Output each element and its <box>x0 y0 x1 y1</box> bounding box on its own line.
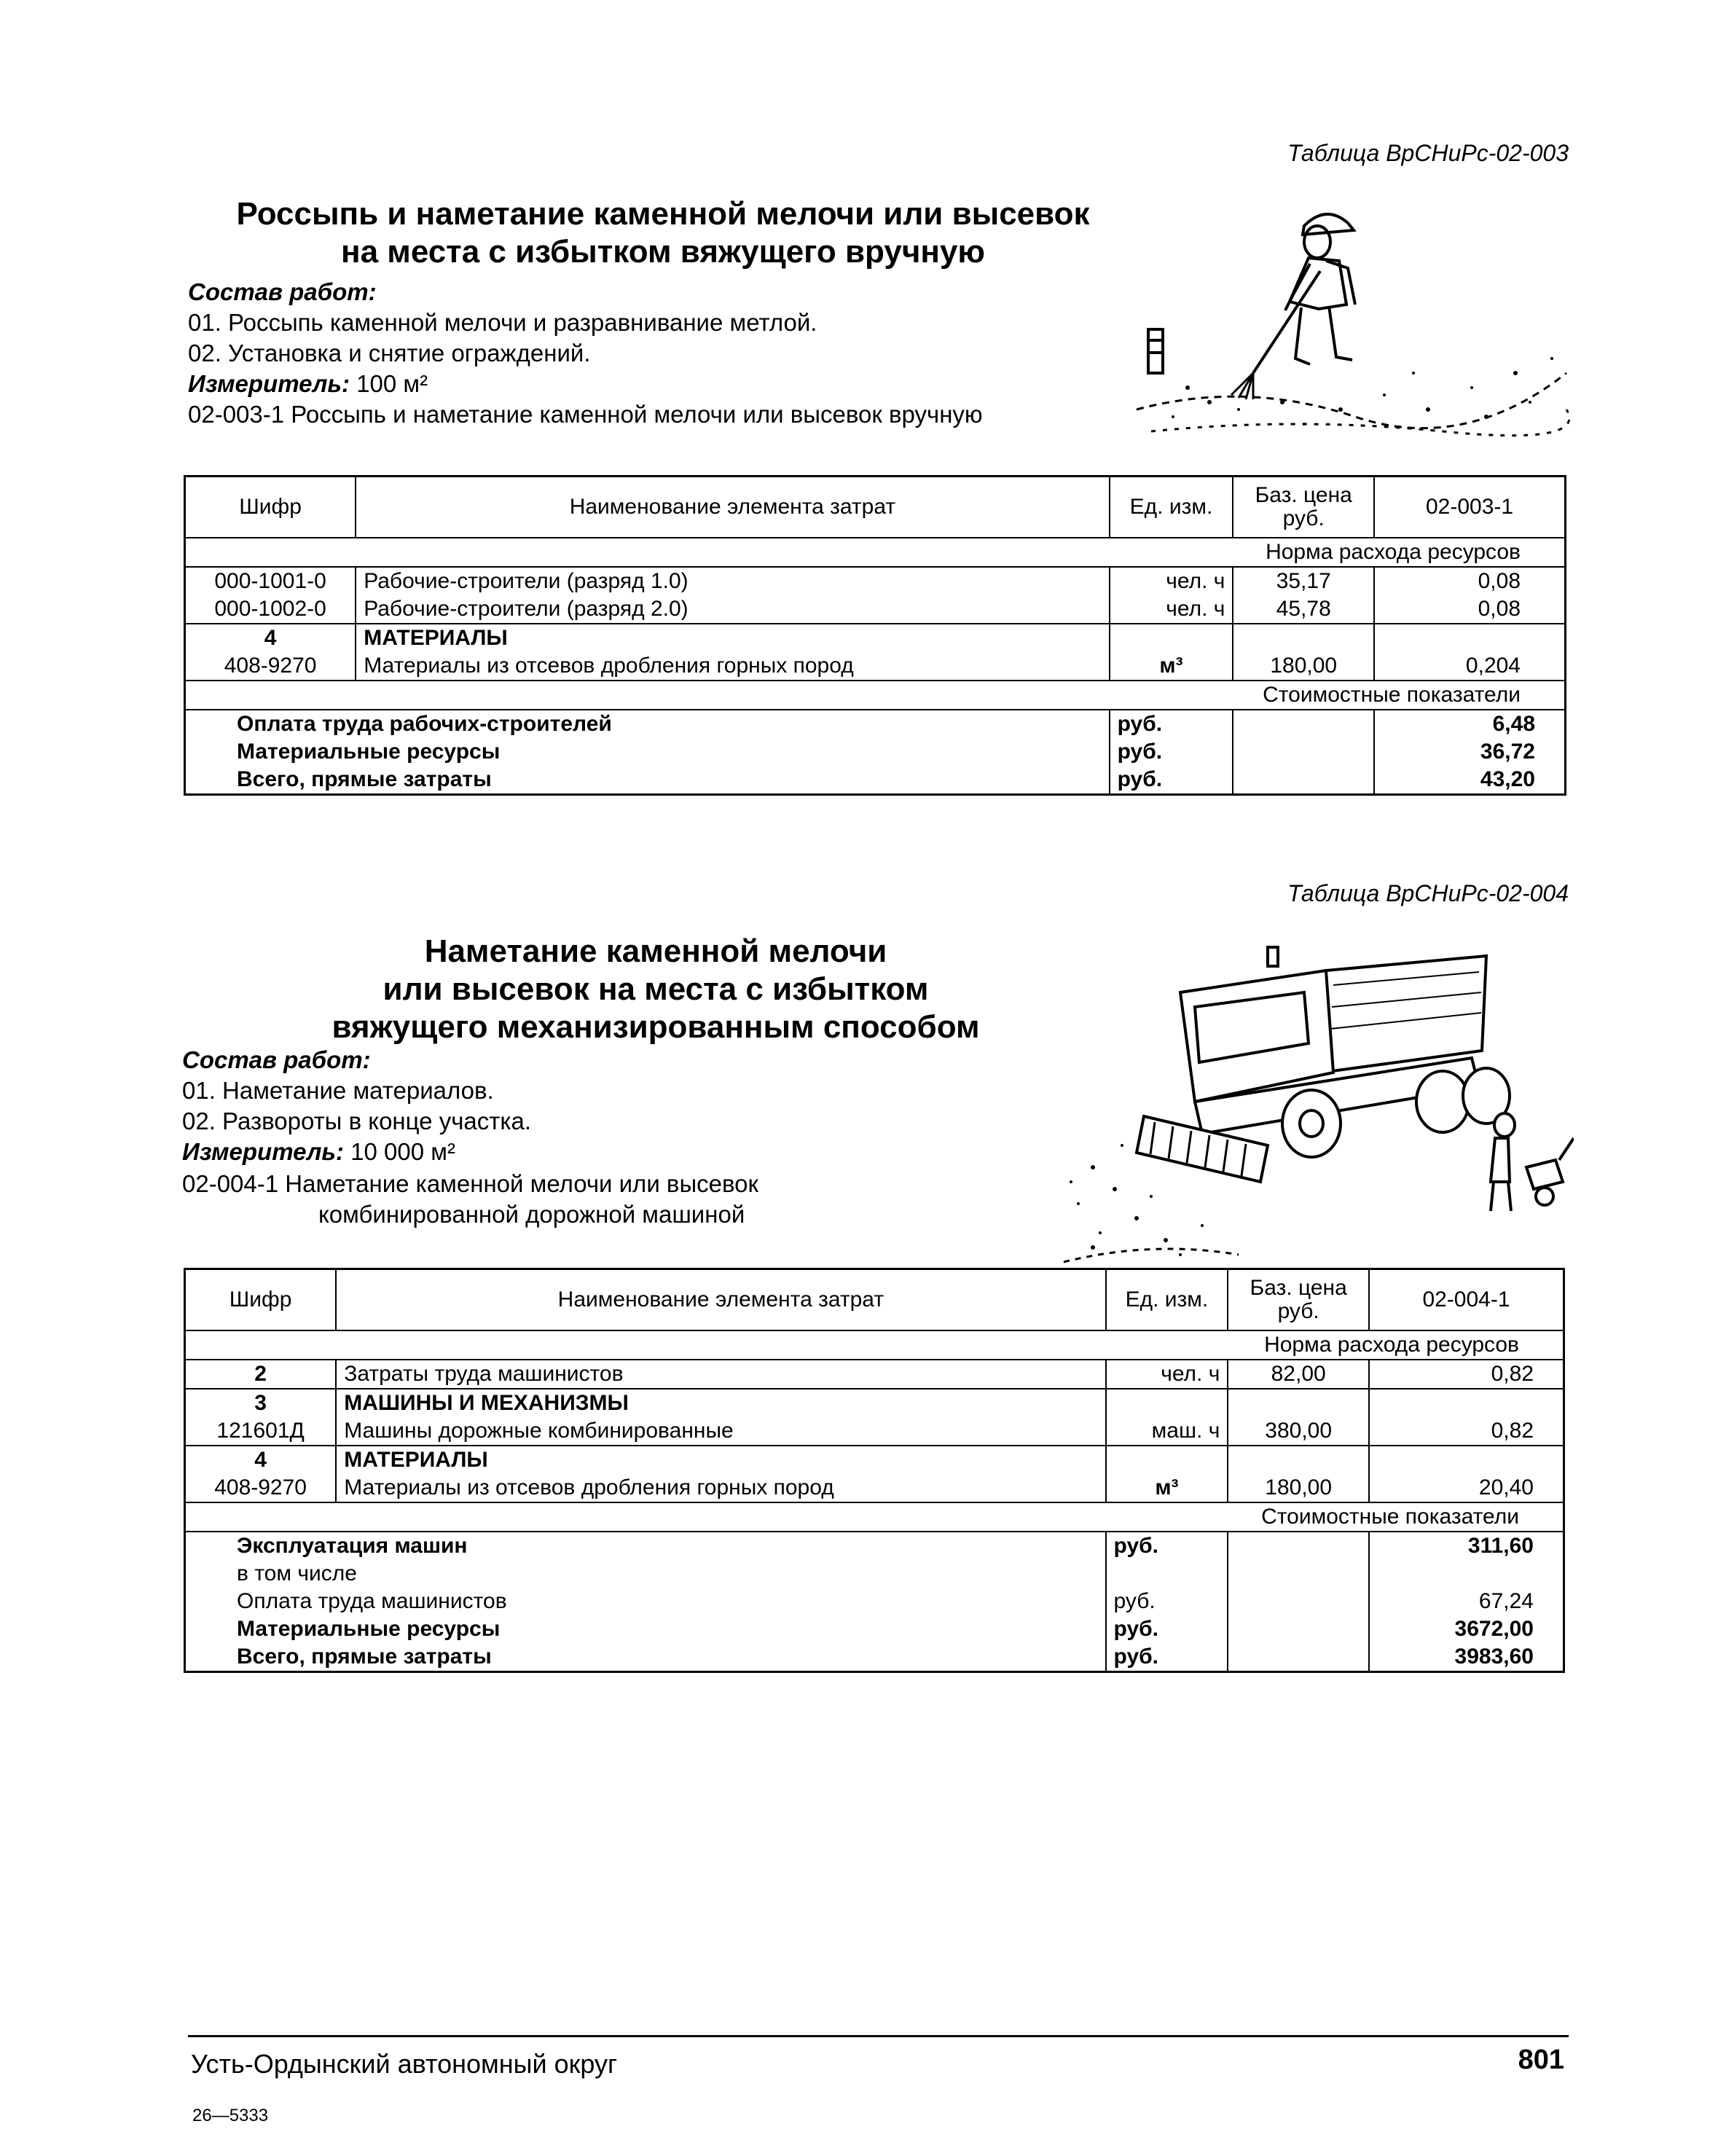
row-value: 0,08 <box>1374 567 1565 595</box>
table-row <box>185 1360 1564 1389</box>
norm-heading: Норма расхода ресурсов <box>185 538 1566 567</box>
table-row <box>185 624 1566 652</box>
row-price <box>1228 1389 1369 1417</box>
table-header-row <box>185 1269 1564 1330</box>
print-code: 26—5333 <box>192 2106 269 2125</box>
row-unit: маш. ч <box>1106 1417 1228 1446</box>
cost-unit: руб. <box>1106 1615 1228 1643</box>
header-ref: 02-004-1 <box>1369 1269 1564 1330</box>
row-unit: м³ <box>1106 1474 1228 1502</box>
header-name: Наименование элемента затрат <box>336 1269 1105 1330</box>
cost-value: 3672,00 <box>1369 1615 1564 1643</box>
table-header-row <box>185 477 1566 538</box>
header-price: Баз. цена руб. <box>1228 1269 1369 1330</box>
cost-row <box>185 738 1566 766</box>
code-line: 02-004-1 Наметание каменной мелочи или высевок <box>182 1170 758 1197</box>
title-line: Россыпь и наметание каменной мелочи или высевок <box>236 196 1090 232</box>
title-line: на места с избытком вяжущего вручную <box>341 234 985 270</box>
cost-row <box>185 1615 1564 1643</box>
table-label: Таблица ВрСНиРс-02-003 <box>1287 140 1569 166</box>
row-value: 0,82 <box>1369 1417 1564 1446</box>
row-unit: м³ <box>1110 652 1233 681</box>
work-item: 02. Развороты в конце участка. <box>182 1108 532 1134</box>
work-heading: Состав работ: <box>182 1046 371 1073</box>
table-row <box>185 1446 1564 1474</box>
measure-label: Измеритель: <box>188 370 350 397</box>
row-unit: чел. ч <box>1110 567 1233 595</box>
row-name: Машины дорожные комбинированные <box>336 1417 1105 1446</box>
row-name: Рабочие-строители (разряд 1.0) <box>356 567 1109 595</box>
cost-unit: руб. <box>1110 738 1233 766</box>
row-code: 408-9270 <box>185 1474 337 1502</box>
row-value <box>1369 1446 1564 1474</box>
row-unit <box>1106 1446 1228 1474</box>
row-price: 180,00 <box>1233 652 1374 681</box>
table-row <box>185 595 1566 624</box>
row-price: 82,00 <box>1228 1360 1369 1389</box>
work-item: 01. Россыпь каменной мелочи и разравнивание метлой. <box>188 309 817 336</box>
row-value: 0,82 <box>1369 1360 1564 1389</box>
cost-value: 67,24 <box>1369 1588 1564 1615</box>
row-code: 4 <box>185 624 356 652</box>
row-unit: чел. ч <box>1110 595 1233 624</box>
cost-row <box>185 1532 1564 1560</box>
cost-unit: руб. <box>1106 1532 1228 1560</box>
title-line: вяжущего механизированным способом <box>332 1009 980 1045</box>
cost-unit <box>1106 1560 1228 1588</box>
cost-table <box>184 1268 1565 1673</box>
header-unit: Ед. изм. <box>1106 1269 1228 1330</box>
table-row <box>185 1417 1564 1446</box>
row-code: 408-9270 <box>185 652 356 681</box>
cost-name: Материальные ресурсы <box>237 1616 501 1641</box>
norm-heading-row <box>185 1330 1564 1360</box>
measure-value: 100 м² <box>356 370 428 397</box>
row-name: МАШИНЫ И МЕХАНИЗМЫ <box>336 1389 1105 1417</box>
cost-row <box>185 1588 1564 1615</box>
cost-value: 6,48 <box>1374 710 1565 738</box>
section-title <box>189 195 1137 271</box>
page-number: 801 <box>1518 2045 1564 2075</box>
header-unit: Ед. изм. <box>1110 477 1233 538</box>
row-unit: чел. ч <box>1106 1360 1228 1389</box>
cost-unit: руб. <box>1106 1588 1228 1615</box>
cost-unit: руб. <box>1110 766 1233 795</box>
table-row <box>185 652 1566 681</box>
measure-value: 10 000 м² <box>350 1138 455 1165</box>
row-name: МАТЕРИАЛЫ <box>336 1446 1105 1474</box>
cost-unit: руб. <box>1110 710 1233 738</box>
row-name: Рабочие-строители (разряд 2.0) <box>356 595 1109 624</box>
cost-heading-row <box>185 1502 1564 1532</box>
row-unit <box>1110 624 1233 652</box>
row-price: 35,17 <box>1233 567 1374 595</box>
road-machine-illustration <box>1049 927 1574 1269</box>
cost-name: Всего, прямые затраты <box>237 1644 492 1669</box>
cost-heading-row <box>185 681 1566 710</box>
cost-name: Оплата труда машинистов <box>237 1588 507 1613</box>
header-code: Шифр <box>185 1269 337 1330</box>
cost-row <box>185 1560 1564 1588</box>
cost-row <box>185 1643 1564 1672</box>
measure-line <box>182 1138 455 1166</box>
row-price: 45,78 <box>1233 595 1374 624</box>
row-code: 3 <box>185 1389 337 1417</box>
row-name: Материалы из отсевов дробления горных пород <box>356 652 1109 681</box>
norm-heading: Норма расхода ресурсов <box>185 1330 1564 1360</box>
code-line: комбинированной дорожной машиной <box>318 1201 745 1228</box>
work-item: 02. Установка и снятие ограждений. <box>188 340 591 366</box>
cost-row <box>185 710 1566 738</box>
table-row <box>185 1389 1564 1417</box>
row-unit <box>1106 1389 1228 1417</box>
cost-value: 3983,60 <box>1369 1643 1564 1672</box>
title-line: или высевок на места с избытком <box>383 971 929 1007</box>
row-name: Материалы из отсевов дробления горных пород <box>336 1474 1105 1502</box>
cost-value: 36,72 <box>1374 738 1565 766</box>
row-code: 2 <box>185 1360 337 1389</box>
norm-heading-row <box>185 538 1566 567</box>
cost-heading: Стоимостные показатели <box>185 681 1566 710</box>
cost-name: Всего, прямые затраты <box>237 767 492 791</box>
header-price: Баз. цена руб. <box>1233 477 1374 538</box>
row-value <box>1369 1389 1564 1417</box>
header-ref: 02-003-1 <box>1374 477 1565 538</box>
cost-heading: Стоимостные показатели <box>185 1502 1564 1532</box>
cost-name: Оплата труда рабочих-строителей <box>185 710 1110 738</box>
measure-label: Измеритель: <box>182 1138 344 1165</box>
row-code: 000-1001-0 <box>185 567 356 595</box>
row-code: 121601Д <box>185 1417 337 1446</box>
table-label: Таблица ВрСНиРс-02-004 <box>1287 880 1569 906</box>
row-price: 180,00 <box>1228 1474 1369 1502</box>
row-value: 0,08 <box>1374 595 1565 624</box>
footer-rule <box>188 2035 1569 2037</box>
cost-name: Материальные ресурсы <box>237 739 501 764</box>
cost-unit: руб. <box>1106 1643 1228 1672</box>
cost-row <box>185 766 1566 795</box>
title-line: Наметание каменной мелочи <box>424 933 887 969</box>
cost-value: 311,60 <box>1369 1532 1564 1560</box>
footer-region: Усть-Ордынский автономный округ <box>191 2049 618 2079</box>
work-heading: Состав работ: <box>188 278 377 305</box>
row-code: 000-1002-0 <box>185 595 356 624</box>
header-name: Наименование элемента затрат <box>356 477 1109 538</box>
row-value <box>1374 624 1565 652</box>
work-item: 01. Наметание материалов. <box>182 1077 494 1104</box>
cost-name: в том числе <box>237 1561 357 1585</box>
row-value: 0,204 <box>1374 652 1565 681</box>
cost-name: Эксплуатация машин <box>185 1532 1106 1560</box>
worker-sweeping-illustration <box>1122 191 1574 439</box>
row-price: 380,00 <box>1228 1417 1369 1446</box>
measure-line <box>188 370 428 398</box>
code-line: 02-003-1 Россыпь и наметание каменной мелочи или высевок вручную <box>188 401 983 428</box>
row-name: Затраты труда машинистов <box>336 1360 1105 1389</box>
row-code: 4 <box>185 1446 337 1474</box>
table-row <box>185 567 1566 595</box>
cost-value: 43,20 <box>1374 766 1565 795</box>
cost-table <box>184 475 1566 796</box>
cost-value <box>1369 1560 1564 1588</box>
table-row <box>185 1474 1564 1502</box>
row-name: МАТЕРИАЛЫ <box>356 624 1109 652</box>
header-code: Шифр <box>185 477 356 538</box>
section-title <box>219 933 1093 1046</box>
row-price <box>1228 1446 1369 1474</box>
row-value: 20,40 <box>1369 1474 1564 1502</box>
row-price <box>1233 624 1374 652</box>
